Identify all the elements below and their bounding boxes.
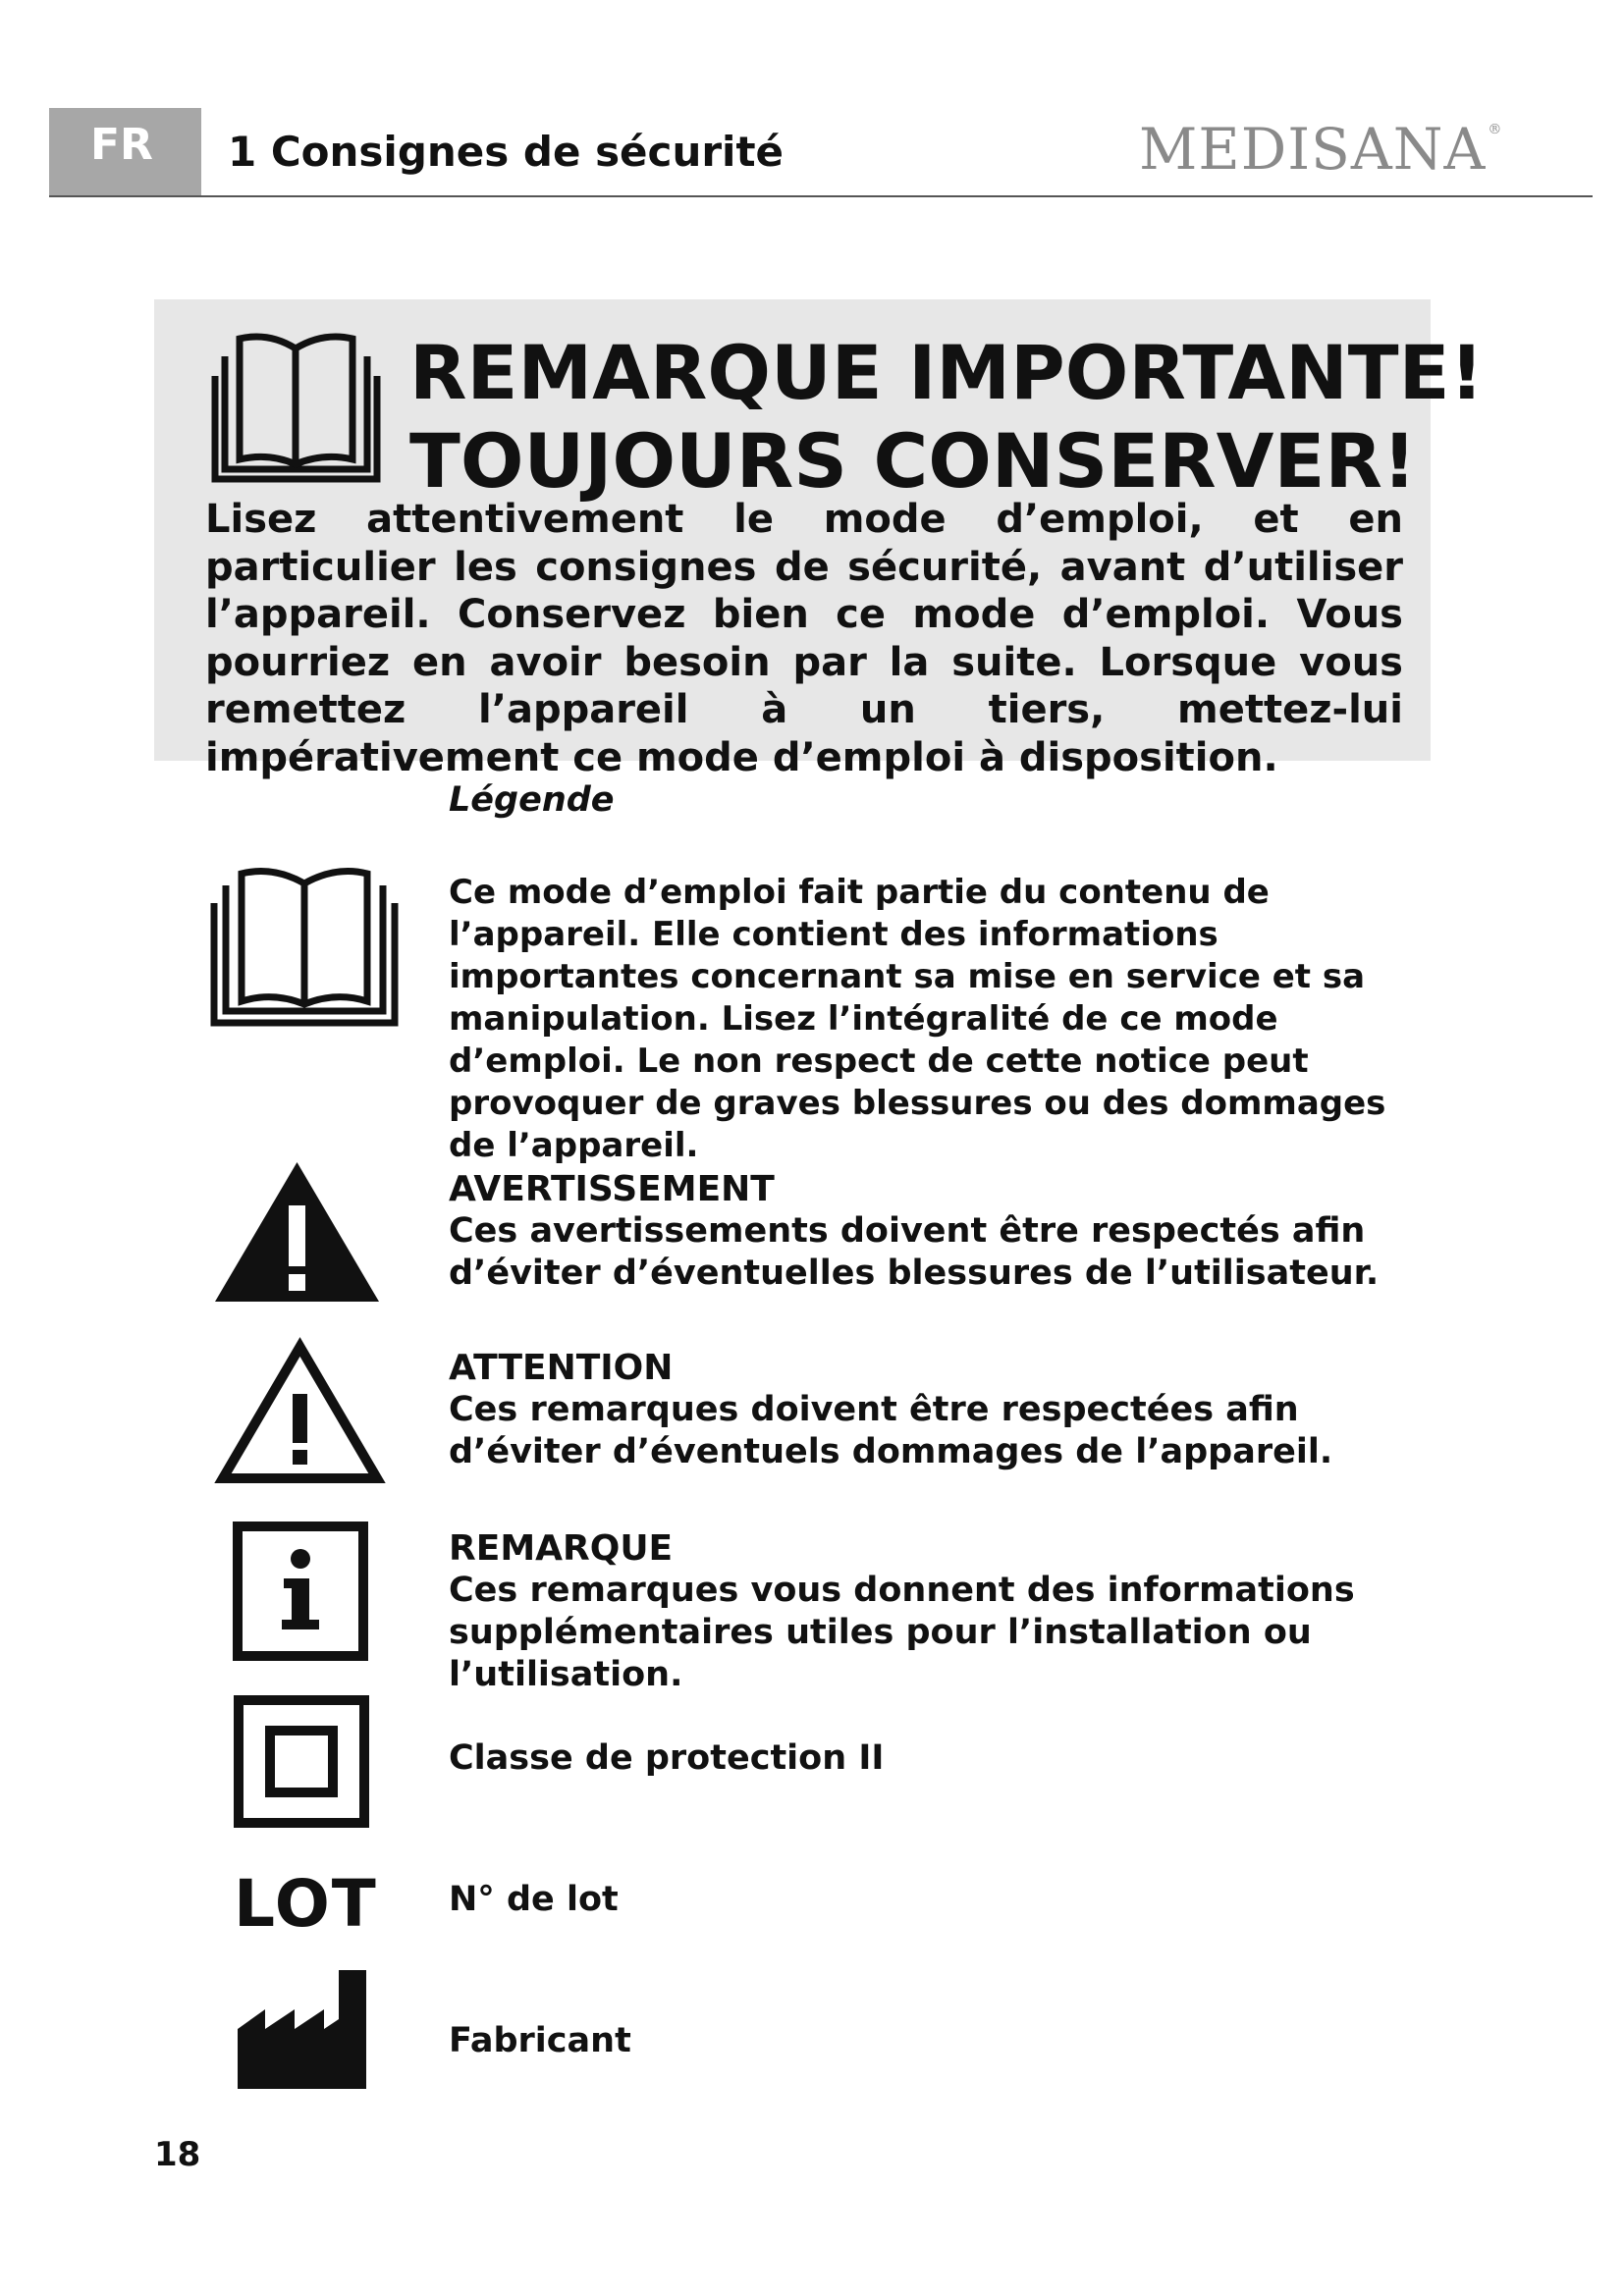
manual-book-icon — [206, 864, 403, 1031]
manual-book-icon — [205, 327, 387, 489]
important-notice-box — [154, 299, 1485, 780]
legend-item-text: Ce mode d’emploi fait partie du contenu de l’appareil. Elle contient des informations importantes concernant sa mise en service et sa manipulation. Lisez l’intégralité de ce mode d’emploi. Le non respect de cette notice peut provoquer de graves blessures ou des dommages de l’appareil. — [449, 873, 1386, 1165]
manufacturer-factory-icon — [236, 1968, 368, 2091]
caution-outline-triangle-icon — [214, 1337, 386, 1486]
legend-item-label: ATTENTION — [449, 1348, 674, 1388]
notice-body: Lisez attentivement le mode d’emploi, et en particulier les consignes de sécurité, avant d’utiliser l’appareil. Conservez bien ce mode d’emploi. Vous pourriez en avoir besoin par la suite. Lorsque vous remettez l’appareil à un tiers, mettez-lui impérativement ce mode d’emploi à disposition. — [205, 497, 1403, 780]
legend-title: Légende — [449, 780, 615, 820]
protection-class-ii-icon — [234, 1695, 369, 1828]
legend-item-text: Fabricant — [449, 2021, 631, 2060]
brand-name: MEDISANA — [1139, 116, 1487, 183]
info-icon — [233, 1522, 368, 1661]
notice-heading — [409, 329, 1485, 506]
legend-item-label: AVERTISSEMENT — [449, 1169, 775, 1209]
legend-item-content — [449, 1527, 1440, 1696]
legend-item-content — [449, 1347, 1440, 1473]
brand-logo — [1139, 116, 1502, 183]
lot-icon: LOT — [234, 1866, 378, 1942]
page-number: 18 — [154, 2135, 201, 2174]
legend-item-text: Ces remarques vous donnent des informations supplémentaires utiles pour l’installation ou l’utilisation. — [449, 1571, 1355, 1694]
section-title: 1 Consignes de sécurité — [228, 128, 785, 176]
legend-item-label: REMARQUE — [449, 1528, 674, 1569]
legend-item-content — [449, 1168, 1440, 1295]
legend-item-text: Ces remarques doivent être respectées afin d’éviter d’éventuels dommages de l’appareil. — [449, 1390, 1333, 1471]
legend-item-text: Classe de protection II — [449, 1738, 885, 1778]
legend-item-text: N° de lot — [449, 1880, 619, 1919]
legend-item-text: Ces avertissements doivent être respectés afin d’éviter d’éventuelles blessures de l’utilisateur. — [449, 1211, 1380, 1293]
notice-heading-line1: REMARQUE IMPORTANTE! — [409, 329, 1485, 416]
header-divider — [49, 195, 1593, 197]
language-tag: FR — [49, 108, 201, 196]
warning-filled-triangle-icon — [211, 1158, 383, 1306]
brand-registered-mark: ® — [1488, 122, 1503, 137]
notice-heading-line2: TOUJOURS CONSERVER! — [409, 417, 1417, 505]
